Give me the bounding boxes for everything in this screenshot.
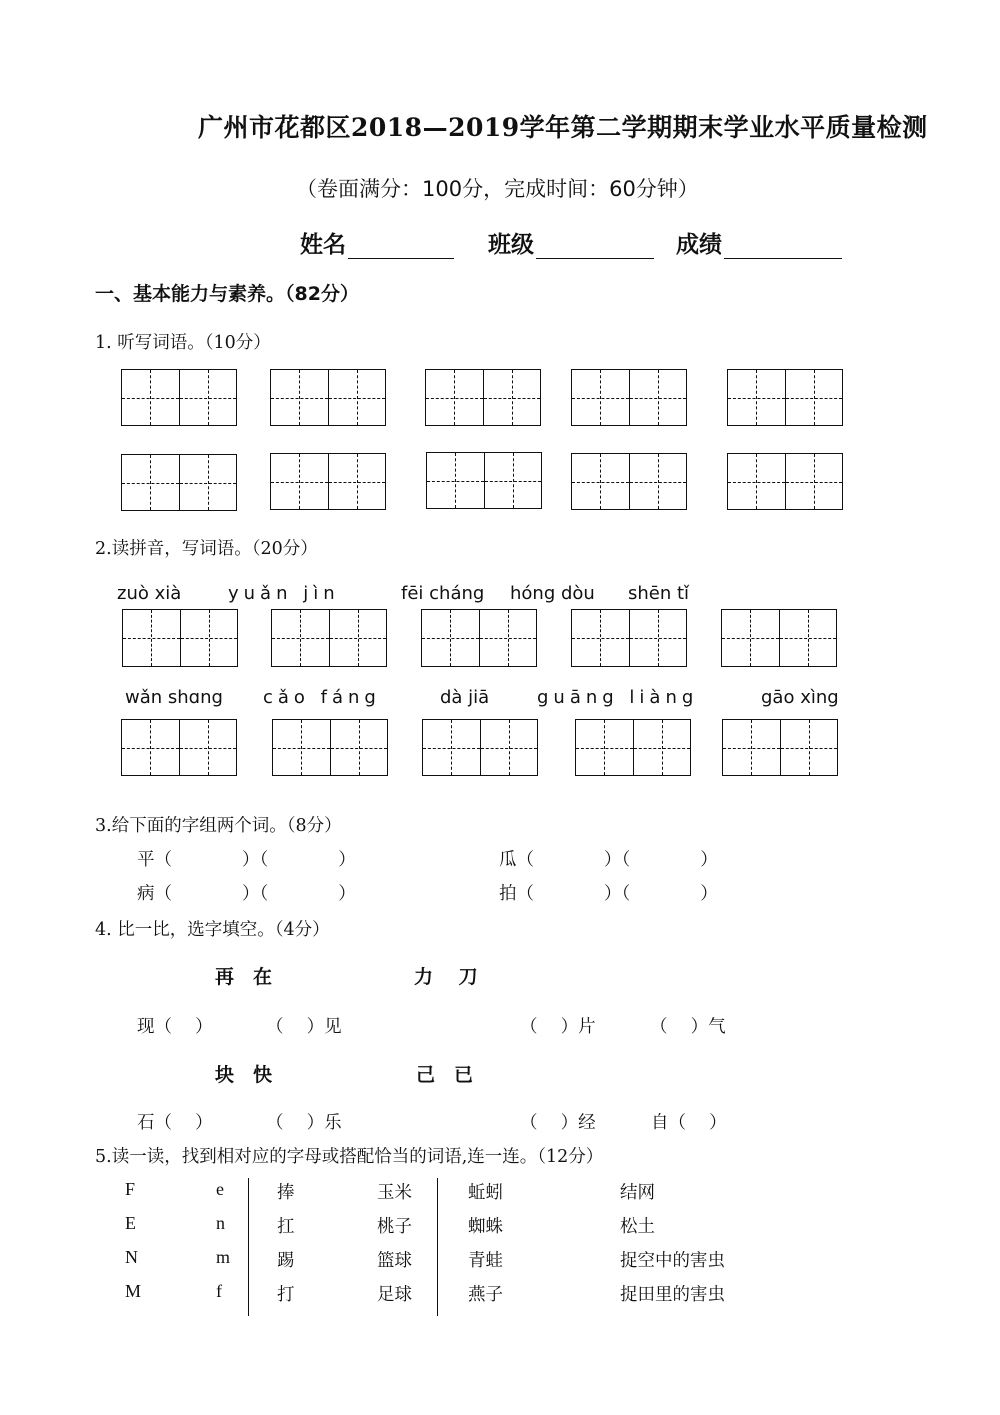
match-item[interactable]: 蜘蛛: [468, 1217, 503, 1237]
pinyin: shēn tǐ: [628, 583, 690, 604]
exam-subtitle: （卷面满分：100分，完成时间：60分钟）: [296, 177, 699, 201]
match-item[interactable]: m: [216, 1247, 231, 1267]
fill-blank[interactable]: 石（ ）: [137, 1113, 213, 1133]
match-item[interactable]: N: [125, 1247, 138, 1267]
writing-grid[interactable]: [271, 609, 387, 667]
fill-blank[interactable]: 自（ ）: [651, 1113, 727, 1133]
q5-title: 5.读一读，找到相对应的字母或搭配恰当的词语,连一连。（12分）: [95, 1147, 604, 1167]
char-pair: 块 快: [215, 1064, 273, 1086]
pinyin: fēi cháng: [401, 583, 485, 604]
word-group-row[interactable]: 平（ ）（ ）: [137, 850, 356, 870]
writing-grid[interactable]: [571, 609, 687, 667]
match-item[interactable]: 燕子: [468, 1285, 503, 1305]
match-item[interactable]: 结网: [620, 1183, 655, 1203]
match-item[interactable]: 扛: [277, 1217, 295, 1237]
writing-grid[interactable]: [121, 719, 237, 776]
section-heading: 一、基本能力与素养。（82分）: [95, 283, 359, 305]
pinyin: wǎn shɑng: [125, 687, 223, 708]
q2-title: 2.读拼音，写词语。（20分）: [95, 539, 318, 559]
divider-line: [437, 1178, 438, 1316]
writing-grid[interactable]: [121, 454, 237, 511]
match-item[interactable]: 篮球: [377, 1251, 412, 1271]
writing-grid[interactable]: [122, 609, 238, 667]
fill-blank[interactable]: （ ）乐: [266, 1113, 342, 1133]
match-item[interactable]: E: [125, 1213, 136, 1233]
fill-blank[interactable]: （ ）见: [266, 1017, 342, 1037]
match-item[interactable]: 捉空中的害虫: [620, 1251, 725, 1271]
match-item[interactable]: F: [125, 1179, 136, 1199]
score-blank[interactable]: [724, 236, 842, 259]
writing-grid[interactable]: [571, 369, 687, 426]
match-item[interactable]: 踢: [277, 1251, 295, 1271]
q3-title: 3.给下面的字组两个词。（8分）: [95, 816, 342, 836]
q4-title: 4. 比一比，选字填空。（4分）: [95, 920, 330, 940]
name-label: 姓名: [300, 232, 346, 258]
fill-blank[interactable]: 现（ ）: [137, 1017, 213, 1037]
writing-grid[interactable]: [121, 369, 237, 426]
exam-title: 广州市花都区2018—2019学年第二学期期末学业水平质量检测: [198, 113, 928, 142]
match-item[interactable]: 蚯蚓: [468, 1183, 503, 1203]
name-blank[interactable]: [348, 236, 454, 259]
name-field[interactable]: [300, 226, 454, 259]
writing-grid[interactable]: [721, 609, 837, 667]
match-item[interactable]: 捧: [277, 1183, 295, 1203]
writing-grid[interactable]: [270, 453, 386, 510]
writing-grid[interactable]: [426, 452, 542, 509]
score-field[interactable]: [676, 226, 842, 259]
match-item[interactable]: e: [216, 1179, 224, 1199]
pinyin: yuǎn jìn: [228, 583, 340, 604]
match-item[interactable]: 桃子: [377, 1217, 412, 1237]
pinyin: cǎo fáng: [263, 687, 381, 708]
writing-grid[interactable]: [727, 369, 843, 426]
match-item[interactable]: 青蛙: [468, 1251, 503, 1271]
match-item[interactable]: 松土: [620, 1217, 655, 1237]
match-item[interactable]: 足球: [377, 1285, 412, 1305]
match-item[interactable]: 玉米: [377, 1183, 412, 1203]
writing-grid[interactable]: [575, 719, 691, 776]
fill-blank[interactable]: （ ）片: [520, 1017, 596, 1037]
word-group-row[interactable]: 拍（ ）（ ）: [499, 884, 718, 904]
match-item[interactable]: 捉田里的害虫: [620, 1285, 725, 1305]
class-blank[interactable]: [536, 236, 654, 259]
char-pair: 再 在: [215, 966, 273, 988]
pinyin: hóng dòu: [510, 583, 595, 604]
match-item[interactable]: n: [216, 1213, 225, 1233]
writing-grid[interactable]: [571, 453, 687, 510]
writing-grid[interactable]: [422, 719, 538, 776]
match-item[interactable]: 打: [277, 1285, 295, 1305]
match-item[interactable]: f: [216, 1281, 222, 1301]
divider-line: [248, 1178, 249, 1316]
class-label: 班级: [488, 232, 534, 258]
writing-grid[interactable]: [727, 453, 843, 510]
word-group-row[interactable]: 病（ ）（ ）: [137, 884, 356, 904]
char-pair: 己 已: [416, 1064, 474, 1086]
pinyin: gāo xìng: [761, 687, 839, 708]
char-pair: 力 刀: [414, 966, 478, 988]
q1-title: 1. 听写词语。（10分）: [95, 333, 271, 353]
pinyin: dà jiā: [440, 687, 490, 708]
writing-grid[interactable]: [425, 369, 541, 426]
fill-blank[interactable]: （ ）经: [520, 1113, 596, 1133]
writing-grid[interactable]: [272, 719, 388, 776]
match-item[interactable]: M: [125, 1281, 142, 1301]
writing-grid[interactable]: [421, 609, 537, 667]
writing-grid[interactable]: [722, 719, 838, 776]
pinyin: guāng liàng: [537, 687, 699, 708]
score-label: 成绩: [676, 232, 722, 258]
writing-grid[interactable]: [270, 369, 386, 426]
pinyin: zuò xià: [117, 583, 182, 604]
fill-blank[interactable]: （ ）气: [650, 1017, 726, 1037]
class-field[interactable]: [488, 226, 654, 259]
word-group-row[interactable]: 瓜（ ）（ ）: [499, 850, 718, 870]
